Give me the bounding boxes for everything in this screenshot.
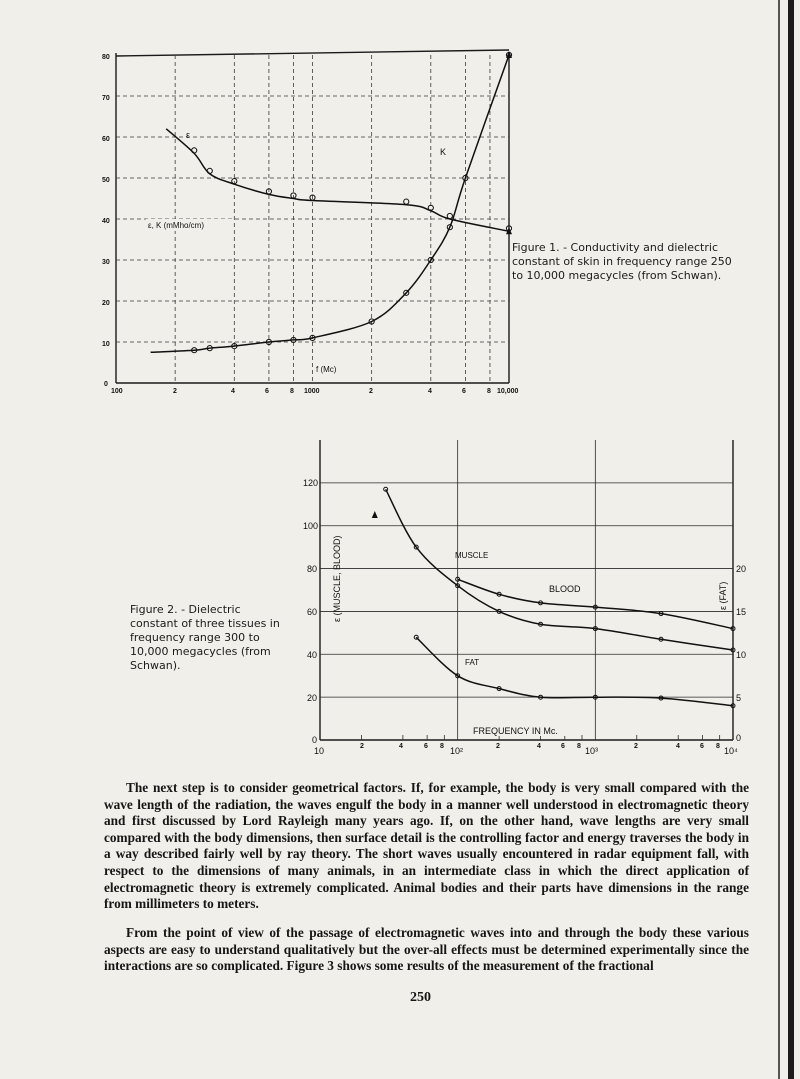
fig1-xtick: 100	[111, 388, 123, 395]
fig2-ytick: 20	[307, 693, 318, 703]
fig2-xtick-minor: 6	[424, 743, 428, 750]
fig1-xtick: 4	[231, 388, 235, 395]
fig1-ytick: 10	[102, 341, 110, 348]
fig2-y-left-ticks	[303, 478, 318, 745]
fig1-epsilon-point	[192, 148, 197, 153]
fig2-y-right-ticks	[736, 564, 746, 743]
fig2-ytick-right: 20	[736, 564, 747, 574]
fig2-muscle-curve	[386, 489, 733, 650]
fig1-ytick: 30	[102, 259, 110, 266]
fig2-xtick-minor: 4	[537, 743, 541, 750]
fig1-ytick: 70	[102, 95, 110, 102]
fig2-xtick-minor: 8	[716, 743, 720, 750]
fig1-ytick: 0	[104, 381, 108, 388]
fig1-kappa-curve	[151, 55, 509, 352]
fig1-ytick: 50	[102, 177, 110, 184]
fig1-xtick: 10,000	[497, 388, 519, 395]
fig1-xtick: 1000	[304, 388, 320, 395]
fig1-epsilon-point	[404, 199, 409, 204]
fig2-ytick: 120	[303, 478, 319, 488]
fig2-y-left-label: ε (MUSCLE, BLOOD)	[332, 535, 342, 622]
fig2-xtick-minor: 2	[360, 743, 364, 750]
fig2-fat-curve	[416, 637, 733, 706]
fig2-muscle-label: MUSCLE	[455, 551, 489, 560]
fig2-ytick: 40	[307, 650, 318, 660]
fig1-ytick: 40	[102, 218, 110, 225]
fig2-ytick: 100	[303, 521, 319, 531]
fig2-xtick-minor: 6	[700, 743, 704, 750]
fig2-ytick-right: 5	[736, 693, 742, 703]
fig2-xtick-minor: 4	[399, 743, 403, 750]
fig1-xtick: 6	[265, 388, 269, 395]
fig2-ytick-right: 10	[736, 650, 747, 660]
fig2-data	[372, 487, 735, 707]
figure1-caption: Figure 1. - Conductivity and dielectric constant of skin in frequency range 250 to 10,000 megacycles (from Schwan).	[512, 241, 732, 282]
fig1-x-axis-label: f (Mc)	[316, 365, 337, 374]
fig2-xtick-minor: 8	[577, 743, 581, 750]
fig1-epsilon-point	[207, 168, 212, 173]
fig2-blood-label: BLOOD	[549, 584, 581, 594]
fig1-ytick: 20	[102, 300, 110, 307]
fig2-xtick: 10³	[585, 746, 599, 756]
fig1-data	[151, 51, 512, 353]
fig2-ytick: 60	[307, 607, 318, 617]
page-number: 250	[410, 990, 431, 1005]
body-paragraph-2: From the point of view of the passage of electromagnetic waves into and through the body these various aspects are easy to understand qualitatively but the over-all effects must be determined experimentally since the interactions are so complicated. Figure 3 shows some results of the measurement of the fractional	[104, 925, 749, 974]
body-paragraph-1: The next step is to consider geometrical factors. If, for example, the body is very small compared with the wave length of the radiation, the waves engulf the body in a manner well understood in electromagnetic theory and first discussed by Lord Rayleigh many years ago. If, on the other hand, wave lengths are very small compared with the body dimensions, then surface detail is the controlling factor and energy traverses the body in a way described fairly well by ray theory. The short waves usually encountered in radar equipment fall, with respect to the dimensions of many animals, in an intermediate class in which the direct application of electromagnetic theory is extremely complicated. Animal bodies and their parts have dimensions in the range from millimeters to meters.	[104, 780, 749, 912]
figure1-chart	[102, 50, 519, 395]
fig1-y-ticks	[102, 54, 110, 388]
fig1-xtick: 2	[173, 388, 177, 395]
fig1-epsilon-curve	[166, 129, 509, 232]
fig1-xtick: 8	[290, 388, 294, 395]
fig1-xtick: 4	[428, 388, 432, 395]
fig2-xtick: 10²	[450, 746, 464, 756]
fig2-x-ticks	[314, 743, 738, 756]
fig1-epsilon-point	[447, 213, 452, 218]
fig2-ytick-right: 0	[736, 733, 742, 743]
fig2-x-axis-label: FREQUENCY IN Mc.	[473, 726, 558, 736]
fig1-xtick: 2	[369, 388, 373, 395]
fig1-x-ticks	[111, 388, 519, 395]
fig1-epsilon-label: ε	[186, 130, 191, 140]
fig2-xtick-minor: 6	[561, 743, 565, 750]
fig1-xtick: 8	[487, 388, 491, 395]
fig2-xtick: 10⁴	[724, 746, 738, 756]
fig1-y-axis-label: ε, K (mMho/cm)	[148, 221, 205, 230]
fig2-xtick-minor: 2	[634, 743, 638, 750]
fig2-fat-label: FAT	[465, 658, 480, 667]
fig2-ytick: 0	[312, 735, 318, 745]
fig2-y-right-label: ε (FAT)	[718, 581, 728, 610]
fig1-kappa-label: K	[440, 147, 447, 157]
fig2-triangle-marker	[372, 511, 378, 518]
fig2-xtick: 10	[314, 746, 325, 756]
fig1-xtick: 6	[462, 388, 466, 395]
fig1-ytick: 60	[102, 136, 110, 143]
fig2-xtick-minor: 8	[440, 743, 444, 750]
figure2-caption: Figure 2. - Dielectric constant of three tissues in frequency range 300 to 10,000 megacycles (from Schwan).	[130, 603, 280, 672]
fig2-xtick-minor: 2	[496, 743, 500, 750]
fig2-xtick-minor: 4	[676, 743, 680, 750]
fig1-ytick: 80	[102, 54, 110, 61]
figure2-chart	[303, 440, 746, 756]
fig2-ytick: 80	[307, 564, 318, 574]
fig2-ytick-right: 15	[736, 607, 747, 617]
